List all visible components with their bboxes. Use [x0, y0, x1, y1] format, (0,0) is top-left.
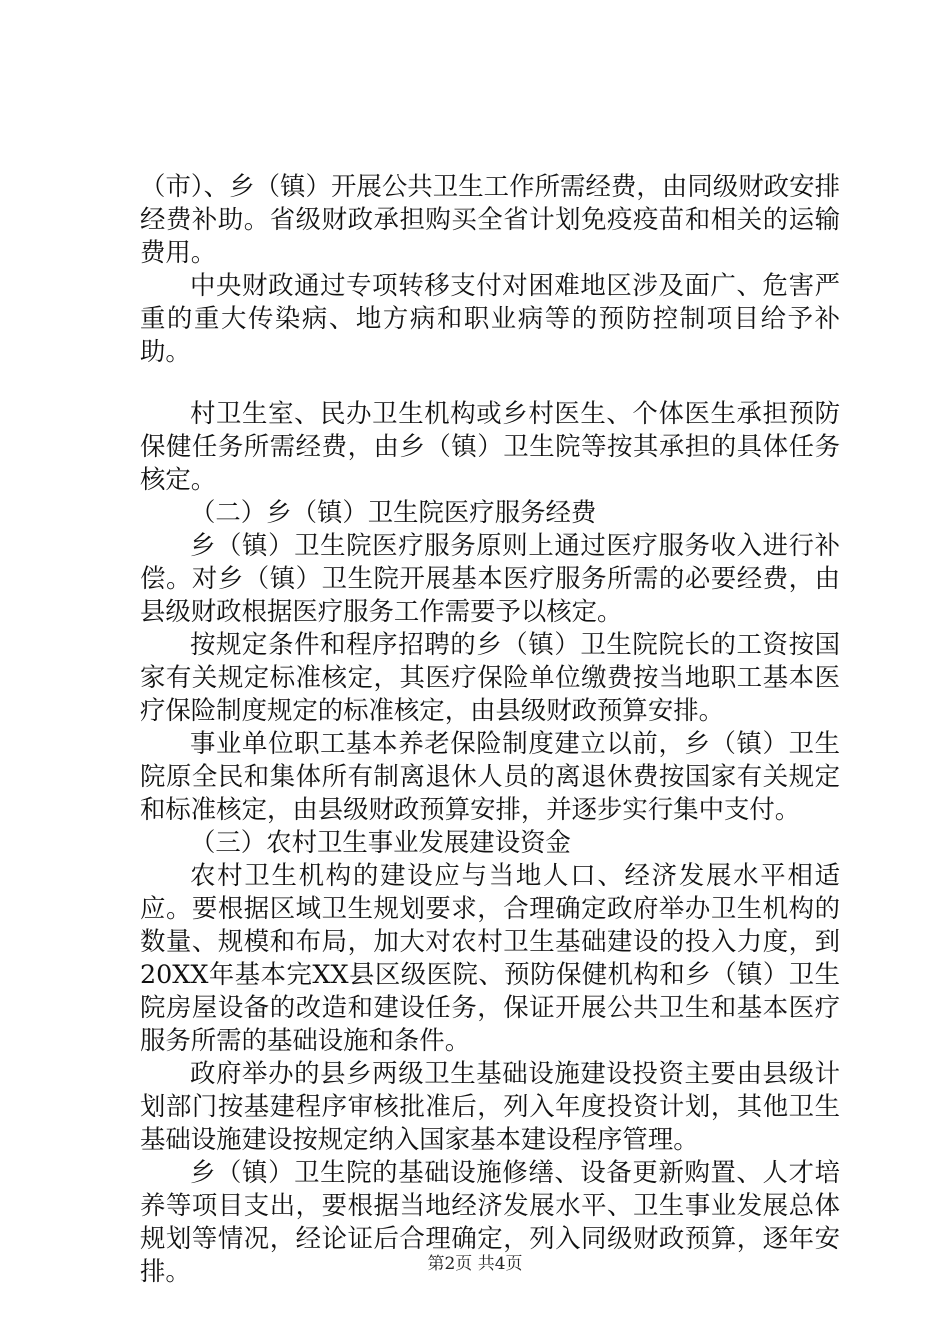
paragraph: 村卫生室、民办卫生机构或乡村医生、个体医生承担预防保健任务所需经费，由乡（镇）卫生院等按其承担的具体任务核定。	[140, 398, 840, 494]
page-number-footer: 第2页 共4页	[427, 1254, 523, 1274]
document-body	[140, 170, 840, 1288]
paragraph: 事业单位职工基本养老保险制度建立以前，乡（镇）卫生院原全民和集体所有制离退休人员的离退休费按国家有关规定和标准核定，由县级财政预算安排，并逐步实行集中支付。	[140, 728, 840, 824]
paragraph: 乡（镇）卫生院医疗服务原则上通过医疗服务收入进行补偿。对乡（镇）卫生院开展基本医疗服务所需的必要经费，由县级财政根据医疗服务工作需要予以核定。	[140, 530, 840, 626]
section-heading: （二）乡（镇）卫生院医疗服务经费	[190, 497, 597, 527]
paragraph: 中央财政通过专项转移支付对困难地区涉及面广、危害严重的重大传染病、地方病和职业病等的预防控制项目给予补助。	[140, 270, 840, 366]
section-heading: （三）农村卫生事业发展建设资金	[190, 827, 571, 857]
paragraph-continuation: （市）、乡（镇）开展公共卫生工作所需经费，由同级财政安排经费补助。省级财政承担购买全省计划免疫疫苗和相关的运输费用。	[140, 171, 840, 267]
paragraph: 农村卫生机构的建设应与当地人口、经济发展水平相适应。要根据区域卫生规划要求，合理确定政府举办卫生机构的数量、规模和布局，加大对农村卫生基础建设的投入力度，到20XX年基本完XX县区级医院、预防保健机构和乡（镇）卫生院房屋设备的改造和建设任务，保证开展公共卫生和基本医疗服务所需的基础设施和条件。	[140, 860, 840, 1055]
paragraph: 政府举办的县乡两级卫生基础设施建设投资主要由县级计划部门按基建程序审核批准后，列入年度投资计划，其他卫生基础设施建设按规定纳入国家基本建设程序管理。	[140, 1058, 840, 1154]
paragraph: 按规定条件和程序招聘的乡（镇）卫生院院长的工资按国家有关规定标准核定，其医疗保险单位缴费按当地职工基本医疗保险制度规定的标准核定，由县级财政预算安排。	[140, 629, 840, 725]
paragraph: 乡（镇）卫生院的基础设施修缮、设备更新购置、人才培养等项目支出，要根据当地经济发展水平、卫生事业发展总体规划等情况，经论证后合理确定，列入同级财政预算，逐年安排。	[140, 1157, 840, 1286]
